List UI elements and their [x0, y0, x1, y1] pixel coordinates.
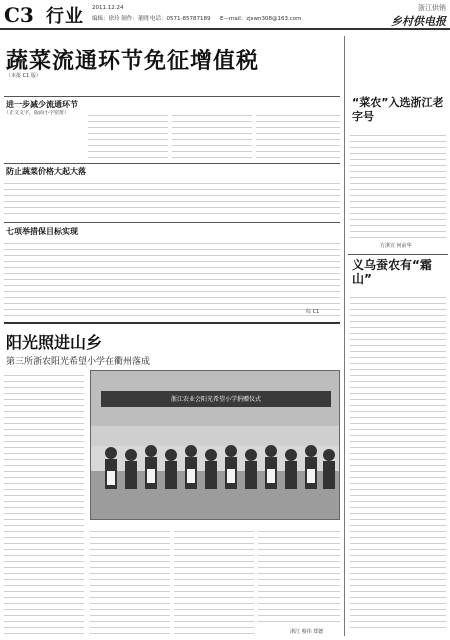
- sidebar-byline-1: 方浙宣 何前华: [380, 243, 412, 249]
- lead-body: （正文文字，版面小字密排）: [4, 110, 70, 116]
- lead-kicker: （本报 C1 版）: [6, 73, 41, 79]
- sidebar-body-2: [350, 292, 446, 632]
- lead-sub3: 七项举措保目标实现: [6, 227, 78, 236]
- corner-top: 浙江供销: [418, 4, 446, 12]
- feature-photo: [90, 370, 340, 520]
- lead-col3: [172, 110, 252, 160]
- lead-sub2: 防止蔬菜价格大起大落: [6, 167, 86, 176]
- feature-subhead: 第三所浙农阳光希望小学在衢州落成: [6, 357, 151, 367]
- lead-headline: 蔬菜流通环节免征增值税: [6, 49, 260, 74]
- lead-byline: 综 C1: [306, 309, 320, 315]
- section-code: C3: [4, 3, 34, 27]
- paper-corner: [391, 3, 446, 29]
- lead-sub1: 进一步减少流通环节: [6, 100, 78, 109]
- paper-logo: 乡村供电报: [391, 15, 446, 28]
- lead-body-block2: [4, 178, 340, 218]
- feature-headline: 阳光照进山乡: [6, 333, 103, 352]
- lead-col2: [88, 110, 168, 160]
- feature-col3: [174, 526, 254, 634]
- column-divider: [344, 36, 345, 636]
- rule: [348, 254, 448, 255]
- photo-banner: 浙江农业会阳光希望小学捐赠仪式: [170, 396, 261, 403]
- feature-col2: [90, 526, 170, 634]
- feature-col1: [4, 370, 84, 635]
- date-line: 2011.12.24: [92, 5, 124, 11]
- lead-body-block3: [4, 238, 340, 316]
- feature-byline: 浙江 蔡伟 郑德: [290, 629, 324, 635]
- rule: [4, 222, 340, 223]
- email-line: E—mail：zjswn308@163.com: [220, 16, 302, 22]
- sidebar-body-1: [350, 130, 446, 240]
- lead-col1: [4, 110, 84, 160]
- phone-line: 电话：0571-85787189: [150, 16, 211, 22]
- rule: [4, 163, 340, 164]
- rule: [4, 322, 340, 324]
- feature-col4: [258, 526, 340, 626]
- lead-col4: [256, 110, 340, 160]
- sidebar-headline-2: 义乌蚕农有“霜山”: [352, 258, 432, 286]
- section-name: 行业: [46, 6, 84, 27]
- rule: [4, 96, 340, 97]
- sidebar-headline-1: “菜农”入选浙江老字号: [352, 96, 444, 123]
- editor-line: 编辑：徐玲 制作：董晓: [92, 16, 149, 22]
- page-header: [0, 0, 450, 30]
